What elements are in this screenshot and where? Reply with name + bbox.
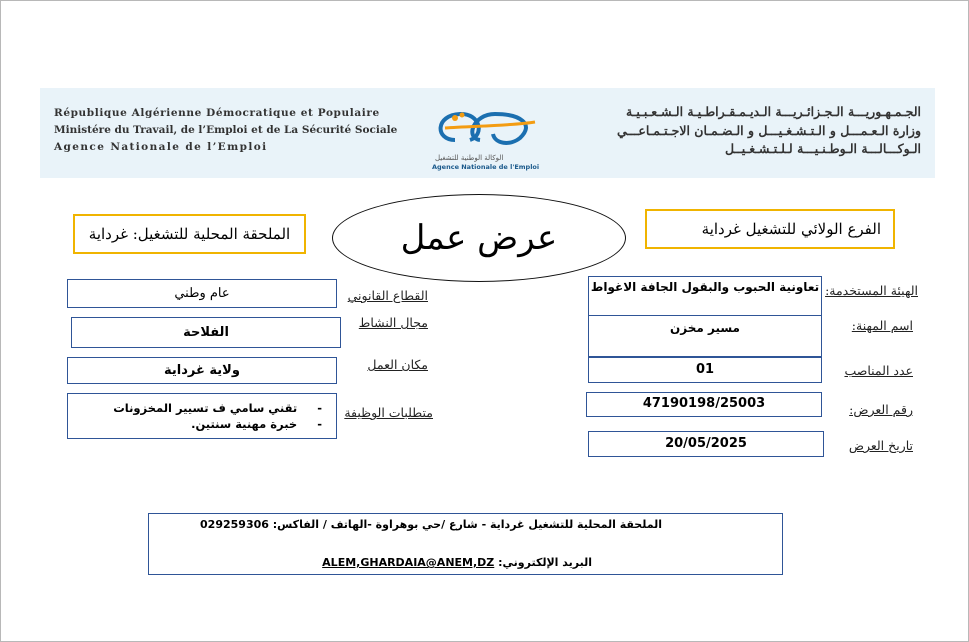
footer-email-line xyxy=(322,556,592,569)
profession-field xyxy=(588,315,822,357)
letterhead xyxy=(40,88,935,178)
header-ar-line1: الجـمـهـوريـــة الـجـزائـريـــة الـديـمـقـراطـيـة الـشـعـبـيـة xyxy=(626,104,921,119)
positions-field xyxy=(588,357,822,383)
legal-sector-field xyxy=(67,279,337,308)
local-agency-box xyxy=(73,214,306,254)
legal-sector-label: القطاع القانوني xyxy=(347,288,428,303)
requirement-item: - خبرة مهنية سنتين. xyxy=(191,417,322,431)
offer-number-value: 47190198/25003 xyxy=(642,396,766,411)
requirements-label: متطلبات الوظيفة xyxy=(344,405,433,420)
requirements-field xyxy=(67,393,337,439)
header-fr-line3: Agence Nationale de l’Emploi xyxy=(54,141,268,153)
workplace-field xyxy=(67,357,337,384)
header-fr-line2: Ministére du Travail, de l’Emploi et de La Sécurité Sociale xyxy=(54,124,398,136)
offer-date-field xyxy=(588,431,824,457)
offer-date-label: تاريخ العرض xyxy=(848,438,913,453)
positions-value: 01 xyxy=(695,362,715,377)
workplace-value: ولاية غرداية xyxy=(164,363,240,378)
workplace-label: مكان العمل xyxy=(367,357,428,372)
local-agency-text: الملحقة المحلية للتشغيل: غرداية xyxy=(88,225,291,243)
positions-label: عدد المناصب xyxy=(844,363,913,378)
activity-label: مجال النشاط xyxy=(358,315,428,330)
logo-caption-fr: Agence Nationale de l'Emploi xyxy=(432,163,540,171)
offer-title-text: عرض عمل xyxy=(400,218,558,258)
footer-address: الملحقة المحلية للتشغيل غرداية - شارع /حي بوهراوة -الهاتف / الفاكس: 029259306 xyxy=(200,518,662,531)
header-ar-line3: الـوكـــالـــة الـوطـنـيـــة لـلـتـشـغـيــل xyxy=(724,141,921,156)
profession-label: اسم المهنة: xyxy=(851,318,913,333)
profession-value: مسير مخزن xyxy=(670,321,740,335)
email-link[interactable]: ALEM,GHARDAIA@ANEM,DZ xyxy=(322,556,495,569)
legal-sector-value: عام وطني xyxy=(174,286,230,301)
employer-field xyxy=(588,276,822,316)
offer-date-value: 20/05/2025 xyxy=(665,436,747,451)
header-ar-line2: وزارة الـعـمـــل و الـتـشـغـيـــل و الـضـمـان الاجـتـمـاعـــي xyxy=(616,123,921,138)
requirement-item: - تقني سامي ف تسيير المخزونات xyxy=(113,401,322,415)
email-label: البريد الإلكتروني: xyxy=(498,556,592,569)
activity-field xyxy=(71,317,341,348)
employer-label: الهيئة المستخدمة: xyxy=(825,283,918,298)
logo-caption-ar: الوكالة الوطنية للتشغيل xyxy=(435,154,504,162)
branch-box xyxy=(645,209,895,249)
offer-number-field xyxy=(586,392,822,417)
activity-value: الفلاحة xyxy=(183,325,229,340)
branch-text: الفرع الولائي للتشغيل غرداية xyxy=(701,220,881,238)
offer-title xyxy=(332,194,626,282)
employer-value: تعاونية الحبوب والبقول الجافة الاغواط xyxy=(590,280,820,294)
offer-number-label: رقم العرض: xyxy=(849,402,913,417)
contact-footer xyxy=(148,513,783,575)
header-fr-line1: République Algérienne Démocratique et Populaire xyxy=(54,107,380,119)
